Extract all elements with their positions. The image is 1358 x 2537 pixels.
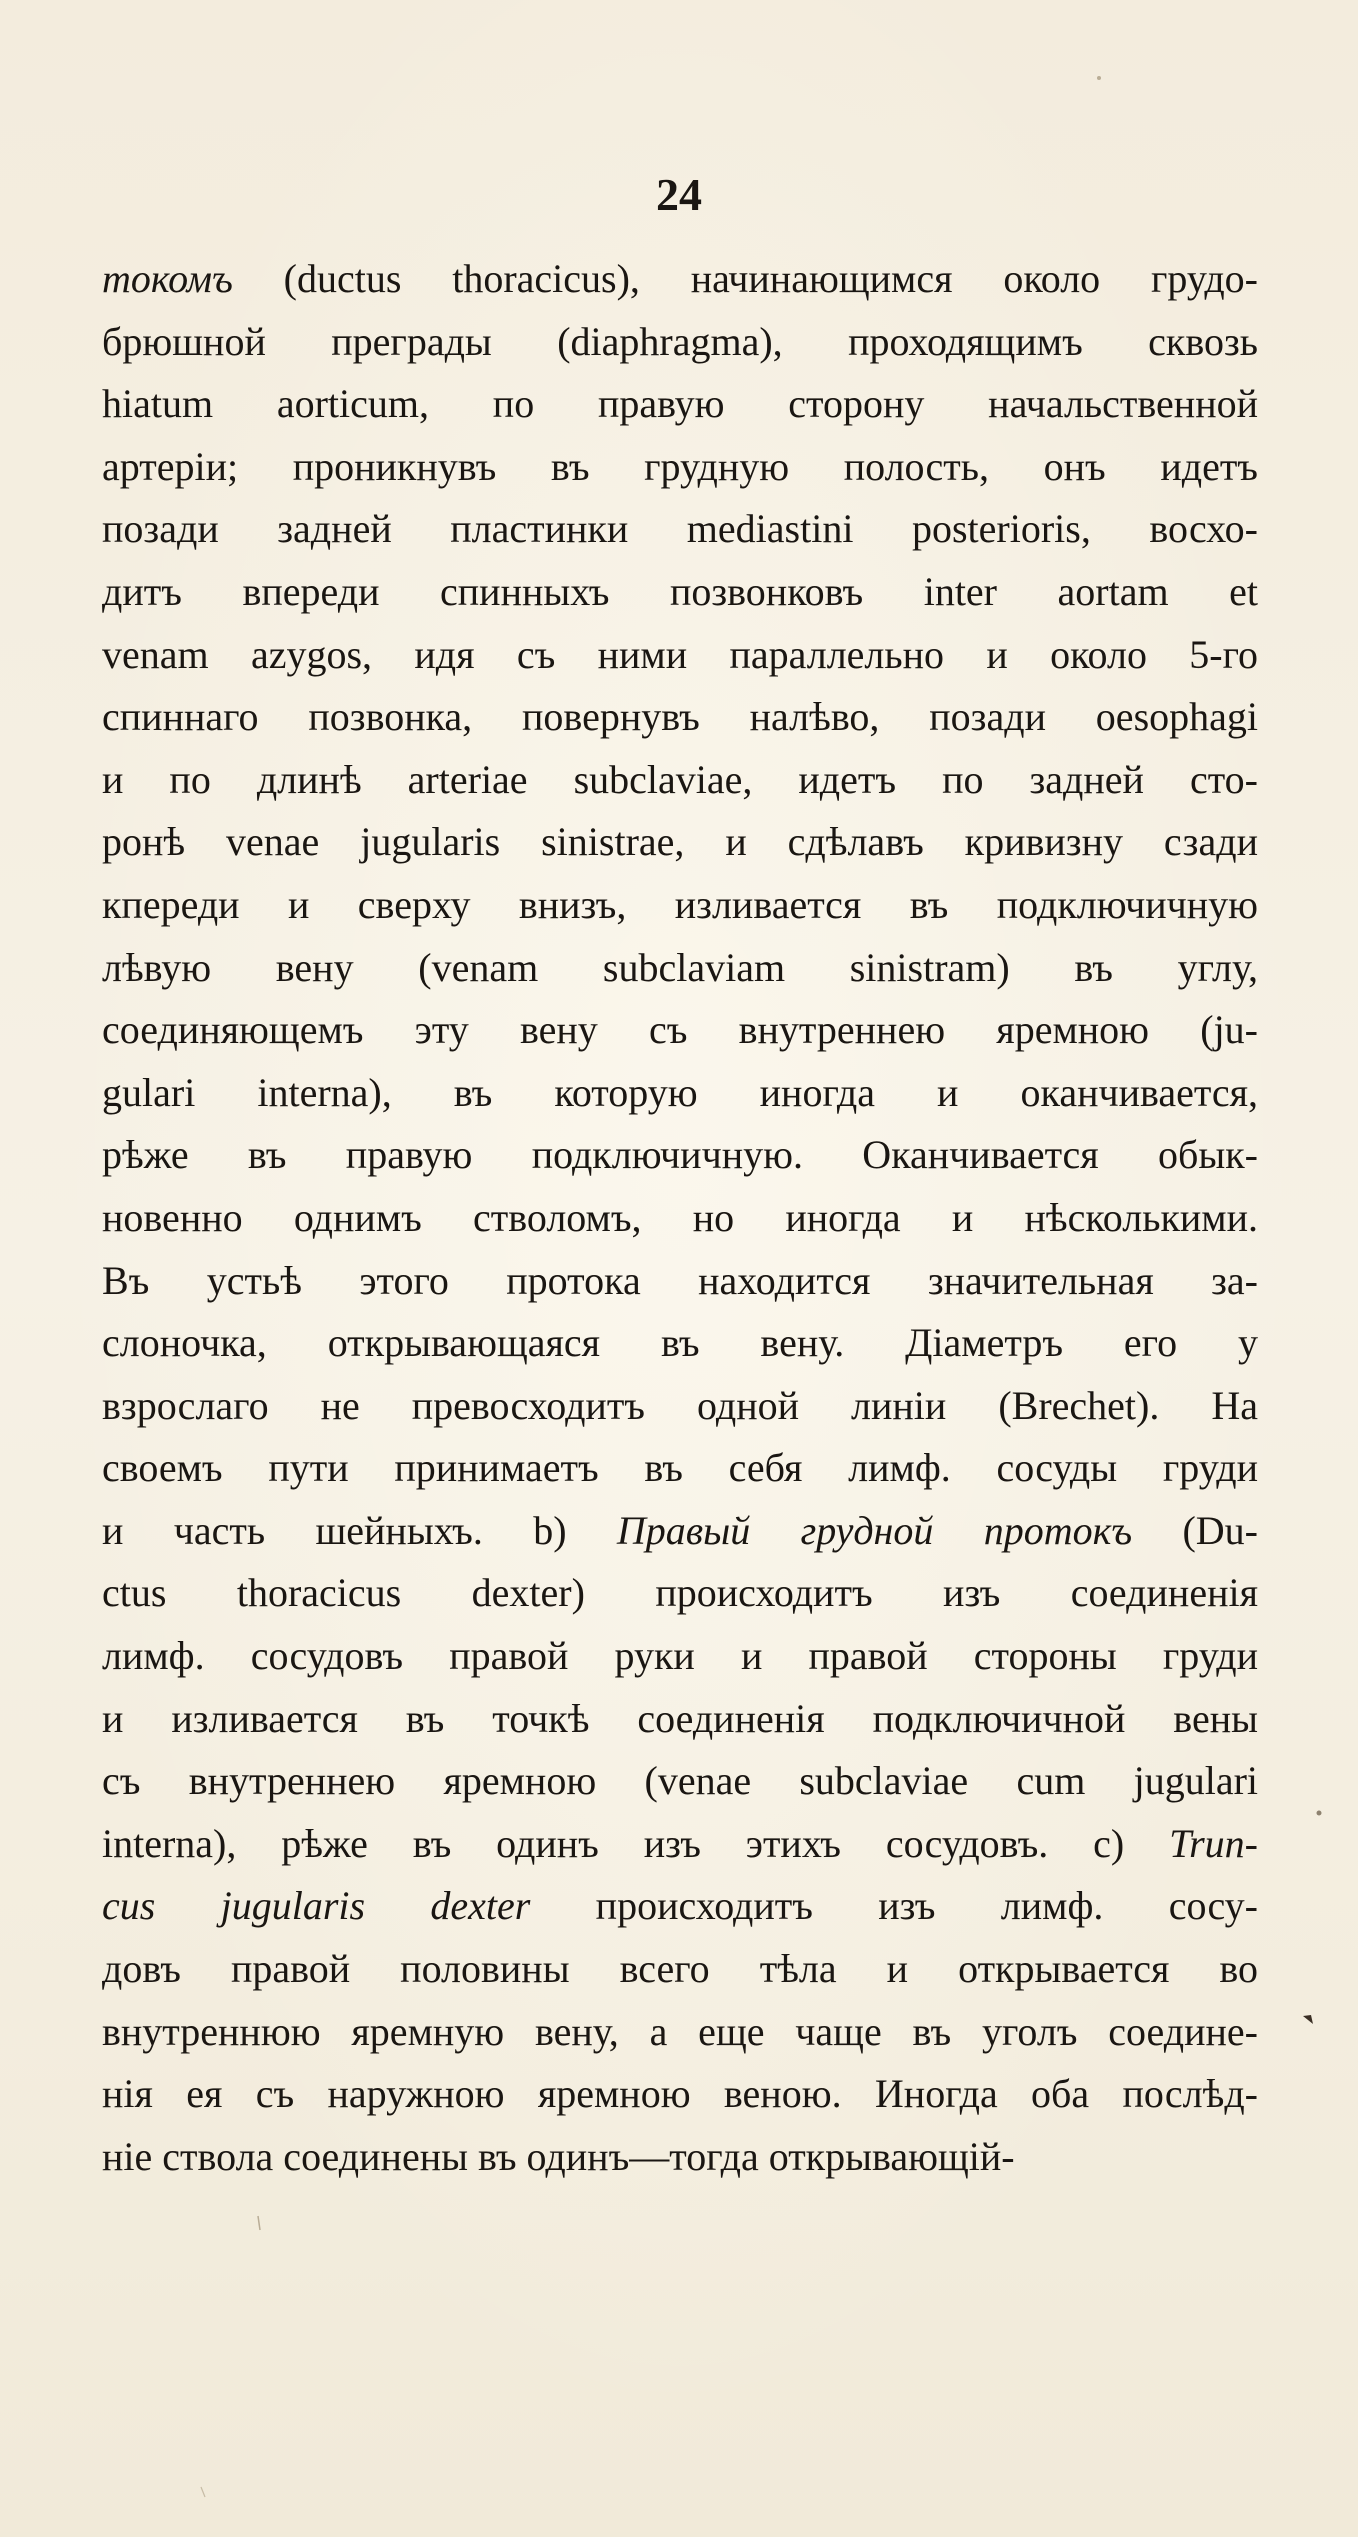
text-run: позади задней пластинки mediastini posterioris, восхо-: [102, 506, 1258, 552]
text-line: [102, 811, 1258, 874]
text-line: [102, 1750, 1258, 1813]
text-run: venam azygos, идя съ ними параллельно и около 5-го: [102, 631, 1258, 677]
speck: [1303, 2015, 1313, 2024]
italic-text-run: cus jugularis dexter: [102, 1883, 531, 1929]
text-run: ронѣ venae jugularis sinistrae, и сдѣлавъ кривизну сзади: [102, 819, 1258, 865]
text-line: [102, 561, 1258, 624]
text-run: рѣже въ правую подключичную. Оканчивается обык-: [102, 1132, 1258, 1178]
text-run: брюшной преграды (diaphragma), проходящимъ сквозь: [102, 318, 1258, 364]
text-line: [102, 1688, 1258, 1751]
text-line: [102, 1625, 1258, 1688]
text-line: [102, 2001, 1258, 2064]
text-line: [102, 1062, 1258, 1125]
text-run: Въ устьѣ этого протока находится значительная за-: [102, 1257, 1258, 1303]
page-number: 24: [656, 169, 702, 220]
text-run: и изливается въ точкѣ соединенія подключичной вены: [102, 1695, 1258, 1741]
speck: [258, 2216, 260, 2230]
text-line: [102, 749, 1258, 812]
text-line: [102, 1375, 1258, 1438]
speck: [201, 2487, 205, 2497]
text-line: [102, 1562, 1258, 1625]
text-line: [102, 1813, 1258, 1876]
text-line: [102, 1938, 1258, 2001]
text-run: (Du-: [1132, 1507, 1258, 1553]
text-run: дитъ впереди спинныхъ позвонковъ inter aortam et: [102, 568, 1258, 614]
italic-text-run: токомъ: [102, 256, 233, 301]
text-run: и часть шейныхъ. b): [102, 1507, 617, 1553]
text-line: [102, 311, 1258, 374]
text-line: [102, 1124, 1258, 1187]
text-line: [102, 1500, 1258, 1563]
text-line: [102, 624, 1258, 687]
text-run: съ внутреннею яремною (venae subclaviae cum jugulari: [102, 1758, 1258, 1804]
text-run: interna), рѣже въ одинъ изъ этихъ сосудовъ. c): [102, 1820, 1170, 1866]
body-text: [102, 248, 1258, 2188]
text-run: hiatum aorticum, по правую сторону начальственной: [102, 381, 1258, 427]
text-line: [102, 686, 1258, 749]
text-line: [102, 1437, 1258, 1500]
text-run: слоночка, открывающаяся въ вену. Діаметръ его у: [102, 1320, 1258, 1366]
text-line: [102, 1187, 1258, 1250]
text-line: [102, 874, 1258, 937]
text-line: [102, 436, 1258, 499]
text-line: [102, 937, 1258, 1000]
text-run: соединяющемъ эту вену съ внутреннею яремною (ju-: [102, 1007, 1258, 1053]
text-run: gulari interna), въ которую иногда и оканчивается,: [102, 1069, 1258, 1115]
text-run: кпереди и сверху внизъ, изливается въ подключичную: [102, 881, 1258, 927]
text-run: лимф. сосудовъ правой руки и правой стороны груди: [102, 1633, 1258, 1679]
text-run: и по длинѣ arteriae subclaviae, идетъ по задней сто-: [102, 756, 1258, 802]
text-run: новенно однимъ стволомъ, но иногда и нѣсколькими.: [102, 1194, 1258, 1240]
text-run: внутреннюю яремную вену, а еще чаще въ уголъ соедине-: [102, 2008, 1258, 2054]
speck: [1317, 1811, 1322, 1816]
text-run: взрослаго не превосходитъ одной линіи (Brechet). На: [102, 1382, 1258, 1428]
speck: [1097, 76, 1101, 80]
text-line: [102, 1312, 1258, 1375]
text-run: довъ правой половины всего тѣла и открывается во: [102, 1946, 1258, 1992]
text-line: [102, 373, 1258, 436]
text-run: своемъ пути принимаетъ въ себя лимф. сосуды груди: [102, 1445, 1258, 1491]
text-line: [102, 2063, 1258, 2126]
text-run: ctus thoracicus dexter) происходитъ изъ соединенія: [102, 1570, 1258, 1616]
text-run: лѣвую вену (venam subclaviam sinistram) въ углу,: [102, 944, 1258, 990]
text-run: (ductus thoracicus), начинающимся около грудо-: [232, 256, 1258, 301]
text-run: ніе ствола соединены въ одинъ—тогда открывающій-: [102, 2133, 1015, 2179]
text-run: нія ея съ наружною яремною веною. Иногда оба послѣд-: [102, 2071, 1258, 2117]
text-line: [102, 1250, 1258, 1313]
text-run: происходитъ изъ лимф. сосу-: [530, 1883, 1258, 1929]
italic-text-run: Правый грудной протокъ: [616, 1507, 1133, 1553]
italic-text-run: Trun-: [1169, 1820, 1258, 1866]
text-run: спиннаго позвонка, повернувъ налѣво, позади oesophagi: [102, 694, 1258, 740]
text-run: артеріи; проникнувъ въ грудную полость, онъ идетъ: [102, 443, 1258, 489]
text-line: [102, 2126, 1258, 2189]
text-line: [102, 498, 1258, 561]
text-line: [102, 248, 1258, 311]
text-line: [102, 999, 1258, 1062]
text-line: [102, 1875, 1258, 1938]
